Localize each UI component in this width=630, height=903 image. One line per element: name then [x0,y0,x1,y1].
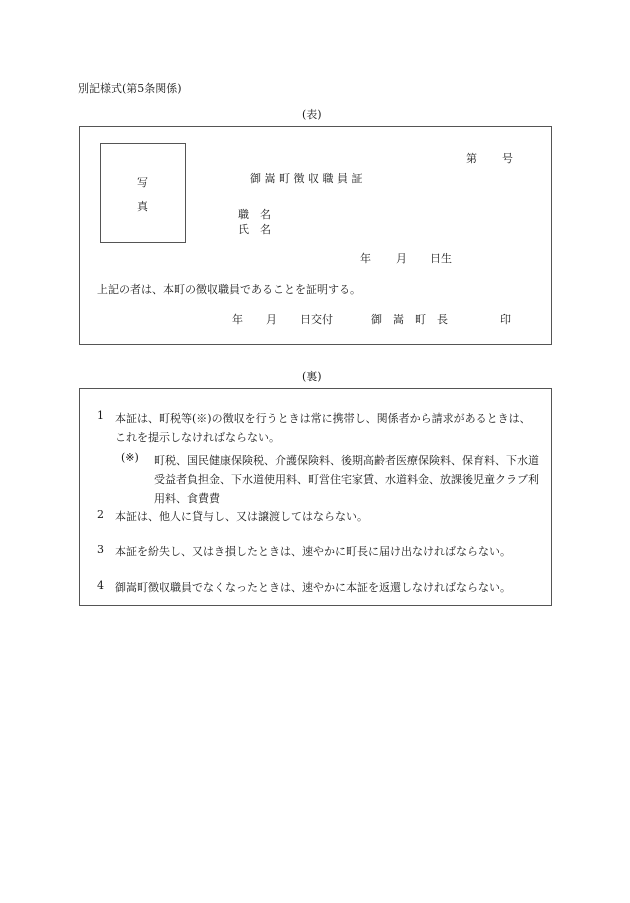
number-suffix: 号 [502,152,513,165]
birth-day: 日生 [430,252,452,265]
item-4-number: 4 [97,579,104,592]
birth-year: 年 [360,252,371,265]
issue-month: 月 [266,313,277,326]
photo-box [100,143,186,243]
form-label: 別記様式(第5条関係) [78,82,182,95]
issue-year: 年 [232,313,243,326]
seal-mark: 印 [500,313,511,326]
item-1-number: 1 [97,409,104,422]
issue-day: 日交付 [300,313,333,326]
card-title: 御 嵩 町 徴 収 職 員 証 [250,172,363,185]
item-1-text: 本証は、町税等(※)の徴収を行うときは常に携帯し、関係者から請求があるときは、これを提示しなければならない。 [115,412,531,444]
position-label: 職 名 [238,208,271,221]
certify-text: 上記の者は、本町の徴収職員であることを証明する。 [97,283,361,296]
item-2-number: 2 [97,508,104,521]
number-prefix: 第 [466,152,477,165]
item-3-number: 3 [97,543,104,556]
note-text: 町税、国民健康保険税、介護保険料、後期高齢者医療保険料、保育料、下水道受益者負担金、下水道使用料、町営住宅家賃、水道料金、放課後児童クラブ利用料、食費費 [154,454,539,505]
front-heading: (表) [302,108,322,121]
back-heading: (裏) [302,370,322,383]
photo-label-2: 真 [137,200,148,213]
photo-label-1: 写 [137,176,148,189]
note-mark: (※) [121,451,139,464]
item-3-text: 本証を紛失し、又はき損したときは、速やかに町長に届け出なければならない。 [115,545,511,558]
name-label: 氏 名 [238,223,271,236]
issuer: 御 嵩 町 長 [371,313,448,326]
item-4-text: 御嵩町徴収職員でなくなったときは、速やかに本証を返還しなければならない。 [115,581,511,594]
item-2-text: 本証は、他人に貸与し、又は譲渡してはならない。 [115,510,368,523]
birth-month: 月 [396,252,407,265]
